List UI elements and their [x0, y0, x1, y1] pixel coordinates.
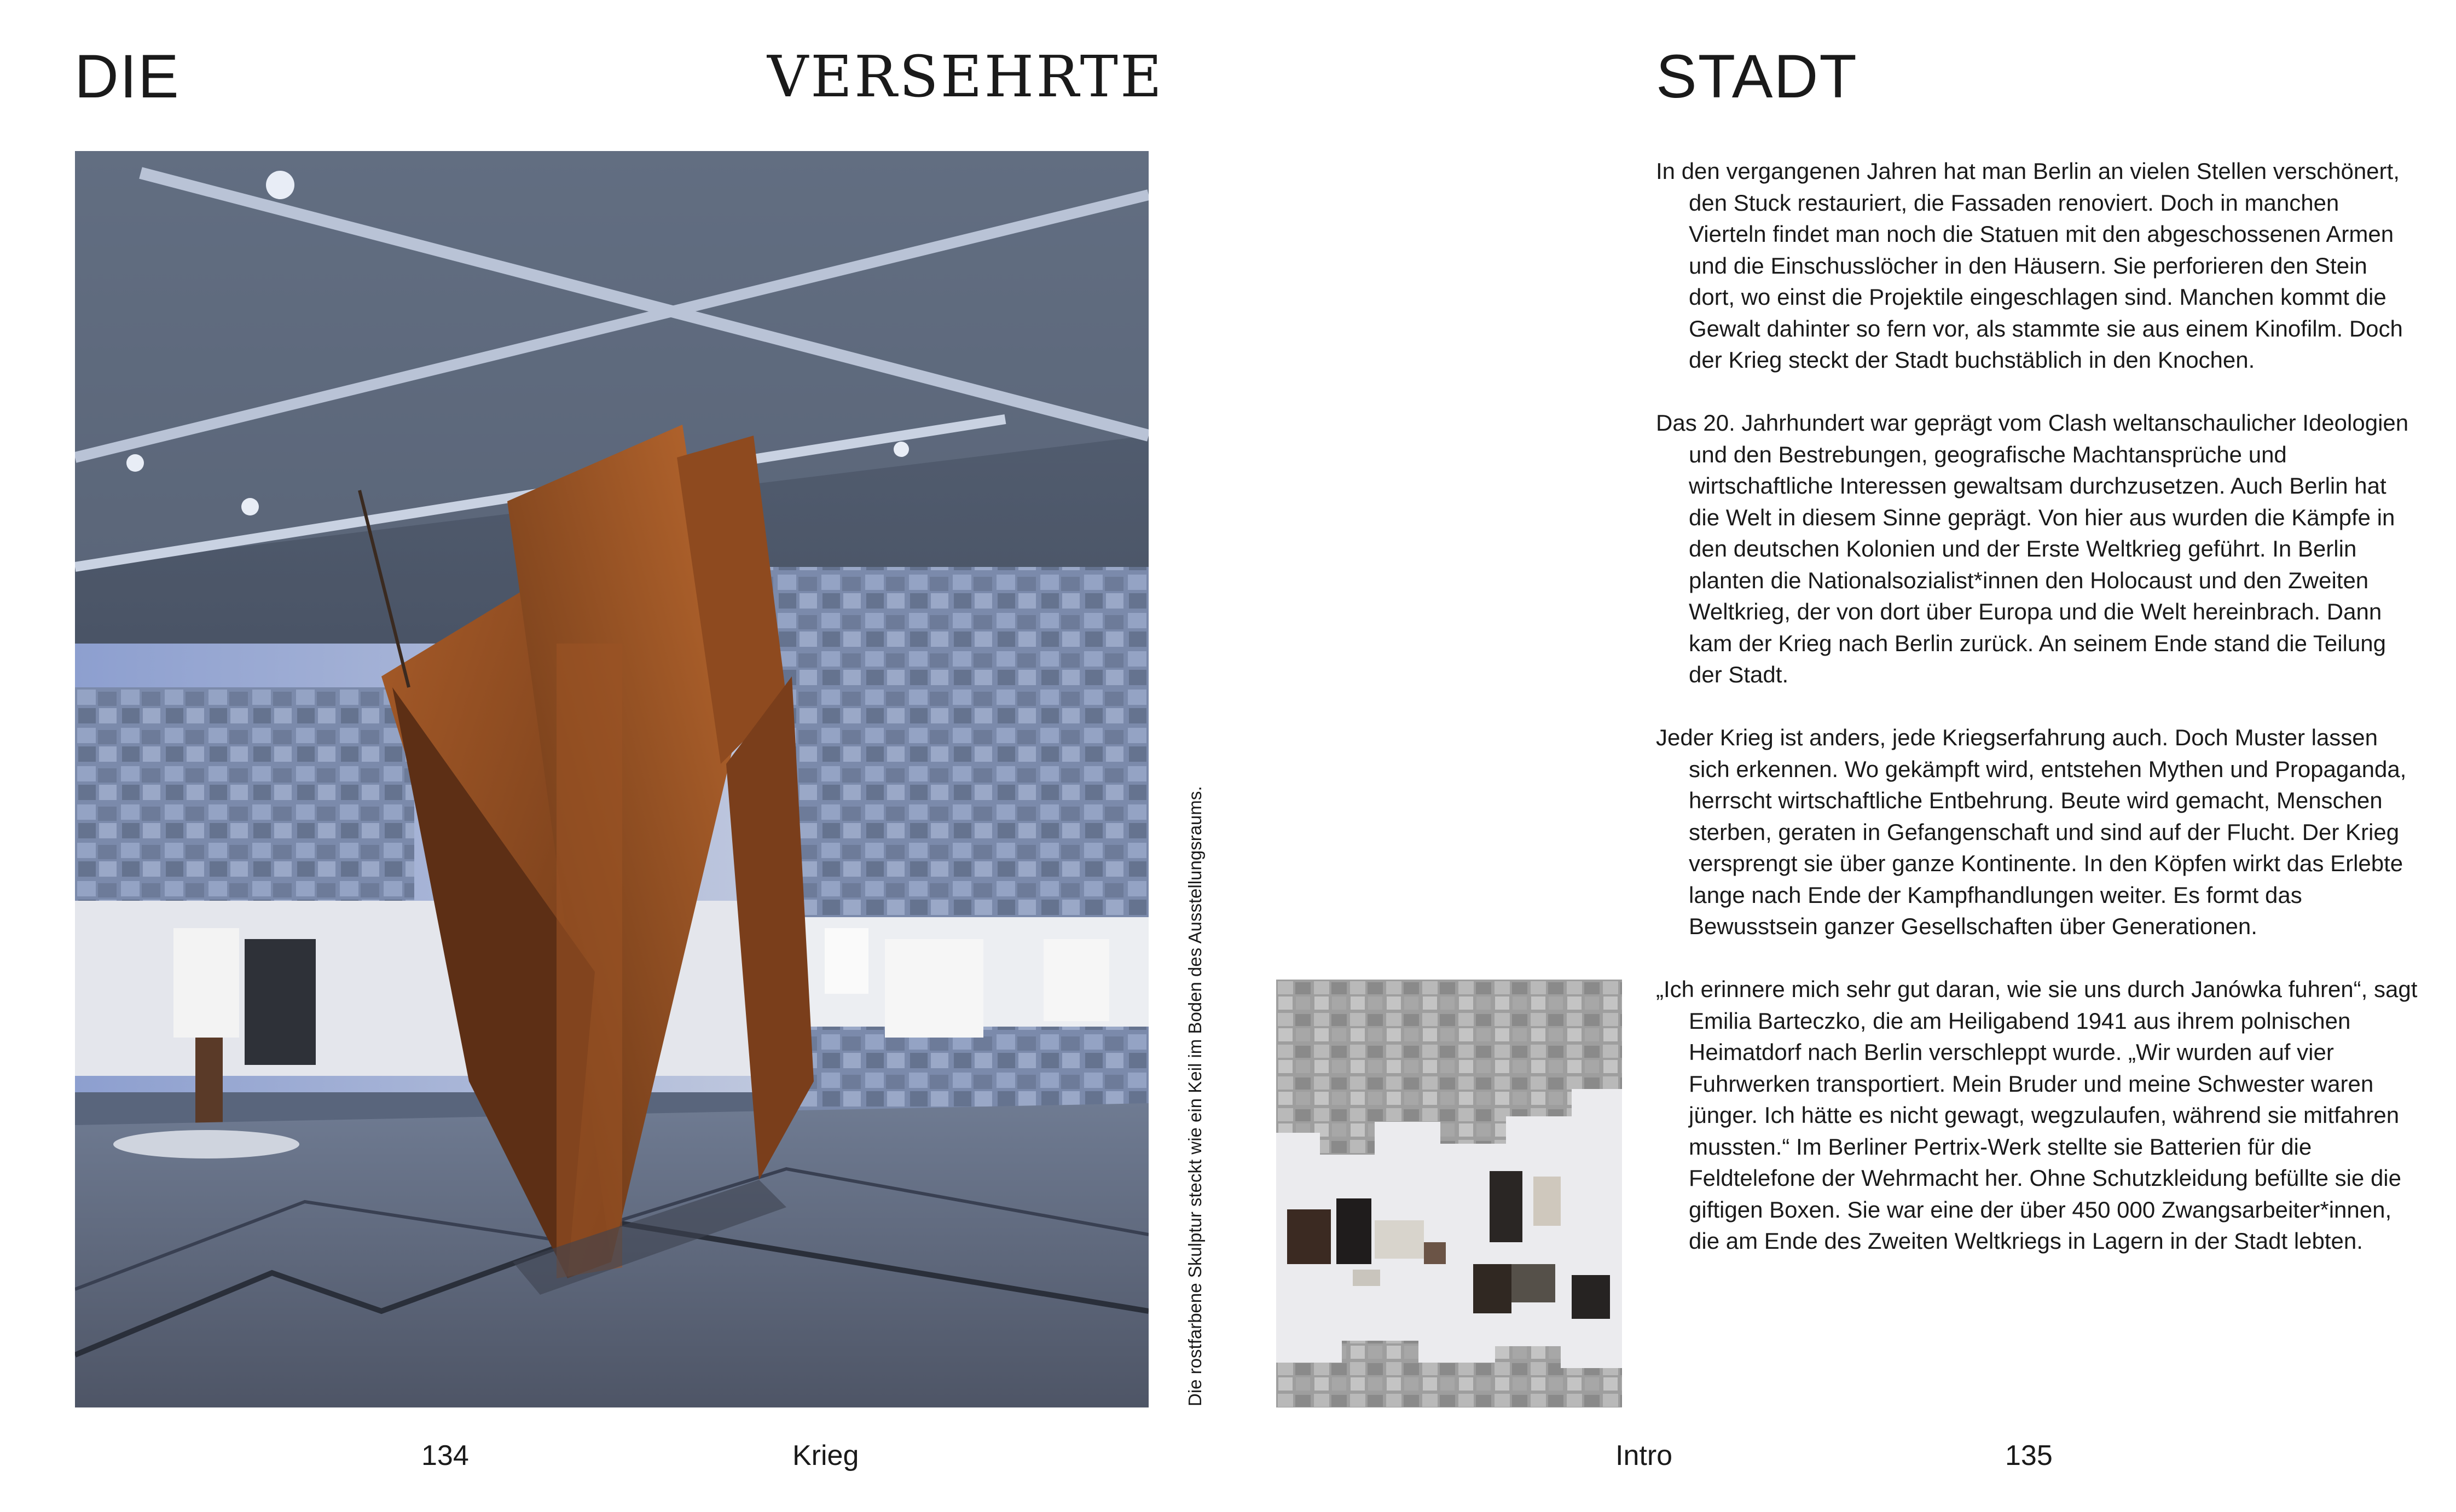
body-paragraph: In den vergangenen Jahren hat man Berlin an vielen Stellen verschönert, den Stuck restauriert, die Fassaden renoviert. Doch in manchen Vierteln findet man noch die Statuen mit den abgeschossenen Armen und die Einschusslöcher in den Häusern. Sie perforieren den Stein dort, wo einst die Projektile eingeschlagen sind. Manchen kommt die Gewalt dahinter so fern vor, als stammte sie aus einem Kinofilm. Doch der Krieg steckt der Stadt buchstäblich in den Knochen.	[1656, 158, 2403, 373]
photo-icon	[1276, 980, 1622, 1407]
right-page-number: 135	[2005, 1440, 2053, 1472]
photo-icon	[75, 151, 1149, 1407]
title-word-stadt: STADT	[1656, 42, 1858, 111]
exhibition-hall-photo	[75, 151, 1149, 1407]
body-paragraph: Das 20. Jahrhundert war geprägt vom Clash weltanschaulicher Ideologien und den Bestrebungen, geografische Machtansprüche und wirtschaftliche Interessen gewaltsam durchzusetzen. Auch Berlin hat die Welt in diesem Sinne geprägt. Von hier aus wurden die Kämpfe in den deutschen Kolonien und der Erste Weltkrieg geführt. In Berlin planten die Nationalsozialist*innen den Holocaust und den Zweiten Weltkrieg, der von dort über Europa und die Welt hereinbrach. Dann kam der Krieg nach Berlin zurück. An seinem Ende stand die Teilung der Stadt.	[1656, 410, 2409, 687]
left-section-label: Krieg	[792, 1440, 859, 1472]
article-body	[1656, 155, 2418, 1288]
right-section-label: Intro	[1615, 1440, 1673, 1472]
title-word-versehrte: VERSEHRTE	[767, 43, 1164, 110]
body-paragraph: Jeder Krieg ist anders, jede Kriegserfahrung auch. Doch Muster lassen sich erkennen. Wo gekämpft wird, entstehen Mythen und Propaganda, herrscht wirtschaftliche Entbehrung. Beute wird gemacht, Menschen sterben, geraten in Gefangenschaft und sind auf der Flucht. Der Krieg versprengt sie über ganze Kontinente. In den Köpfen wirkt das Erlebte lange nach Ende der Kampfhandlungen weiter. Es formt das Bewusstsein ganzer Gesellschaften über Generationen.	[1656, 725, 2407, 939]
portrait-wall-photo	[1276, 980, 1622, 1407]
photo-caption: Die rostfarbene Skulptur steckt wie ein Keil im Boden des Ausstellungsraums.	[1185, 786, 1205, 1406]
title-word-die: DIE	[74, 42, 180, 111]
body-paragraph: „Ich erinnere mich sehr gut daran, wie sie uns durch Janówka fuhren“, sagt Emilia Barteczko, die am Heiligabend 1941 aus ihrem polnischen Heimatdorf nach Berlin verschleppt wurde. „Wir wurden auf vier Fuhrwerken transportiert. Mein Bruder und meine Schwester waren jünger. Ich hätte es nicht gewagt, wegzulaufen, während sie mitfahren mussten.“ Im Berliner Pertrix-Werk stellte sie Batterien für die Feldtelefone der Wehrmacht her. Ohne Schutzkleidung befüllte sie die giftigen Boxen. Sie war eine der über 450 000 Zwangsarbeiter*innen, die am Ende des Zweiten Weltkriegs in Lagern in der Stadt lebten.	[1656, 976, 2418, 1254]
left-page-number: 134	[421, 1440, 469, 1472]
